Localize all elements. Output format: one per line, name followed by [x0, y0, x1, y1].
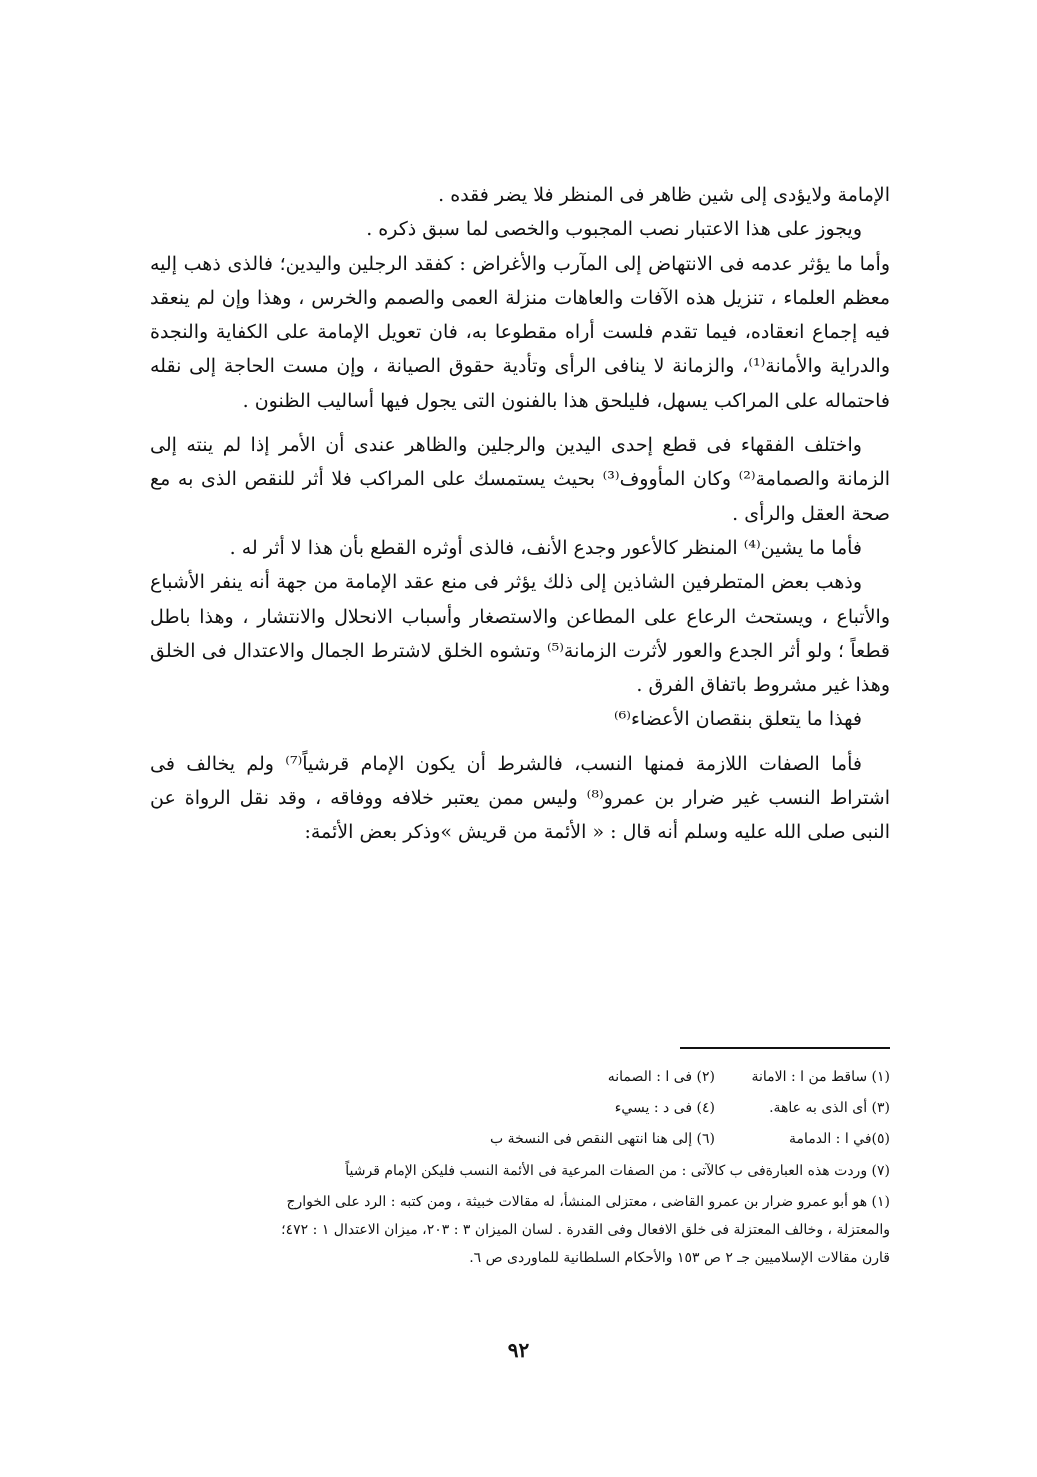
paragraph: فأما الصفات اللازمة فمنها النسب، فالشرط أن يكون الإمام قرشياً⁽⁷⁾ ولم يخالف فى اشتراط النسب غير ضرار بن عمرو⁽⁸⁾ وليس ممن يعتبر خلافه ووفاقه ، وقد نقل الرواة عن النبى صلى الله عليه وسلم أنه قال : « الأئمة من قريش »وذكر بعض الأئمة:	[150, 752, 890, 844]
footnote: (٢) فى ا : الصمانه	[607, 1069, 715, 1085]
paragraph: وأما ما يؤثر عدمه فى الانتهاض إلى المآرب والأغراض : كفقد الرجلين واليدين؛ فالذى ذهب إليه معظم العلماء ، تنزيل هذه الآفات والعاهات منزلة العمى والصمم والخرس ، وهذا وإن لم ينعقد فيه إجماع انعقاده، فيما تقدم فلست أراه مقطوعا به، فان تعويل الإمامة على الكفاية والنجدة والدراية والأمانة⁽¹⁾، والزمانة لا ينافى الرأى وتأدية حقوق الصيانة ، وإن مست الحاجة إلى نقله فاحتماله على المراكب يسهل، فليلحق هذا بالفنون التى يجول فيها أساليب الظنون .	[150, 252, 890, 412]
page-number: ٩٢	[507, 1338, 530, 1362]
paragraph: وذهب بعض المتطرفين الشاذين إلى ذلك يؤثر فى منع عقد الإمامة من جهة أنه ينفر الأشباع والأتباع ، ويستحث الرعاع على المطاعن والاستصغار وأسباب الانحلال والانتشار ، وهذا باطل قطعاً ؛ ولو أثر الجدع والعور لأثرت الزمانة⁽⁵⁾ وتشوه الخلق لاشترط الجمال والاعتدال فى الخلق وهذا غير مشروط باتفاق الفرق .	[150, 571, 891, 697]
paragraph: فهذا ما يتعلق بنقصان الأعضاء⁽⁶⁾	[613, 708, 862, 731]
footnote: (٣) أى الذى به عاهة.	[769, 1100, 890, 1116]
footnote-line: قارن مقالات الإسلاميين جـ ٢ ص ١٥٣ والأحكام السلطانية للماوردى ص ٦.	[469, 1250, 890, 1266]
paragraph: واختلف الفقهاء فى قطع إحدى اليدين والرجلين والظاهر عندى أن الأمر إذا لم ينته إلى الزمانة والصمامة⁽²⁾ وكان المأووف⁽³⁾ بحيث يستمسك على المراكب فلا أثر للنقص الذى به مع صحة العقل والرأى .	[150, 434, 891, 525]
footnote: (١) ساقط من ا : الامانة	[751, 1069, 890, 1085]
footnote-separator	[680, 1047, 890, 1049]
footnote-7: (٧) وردت هذه العبارةفى ب كالآتى : من الصفات المرعية فى الأئمة النسب فليكن الإمام قرشياً	[345, 1163, 890, 1179]
footnote: (٦) إلى هنا انتهى النقص فى النسخة ب	[489, 1131, 715, 1147]
footnote: (٥)في ا : الدمامة	[788, 1131, 890, 1147]
footnote: (٤) فى د : يسيء	[614, 1100, 715, 1116]
footnote-line: (١) هو أبو عمرو ضرار بن عمرو القاضى ، معتزلى المنشأ، له مقالات خبيثة ، ومن كتبه : الرد على الخوارج	[286, 1194, 890, 1210]
footnote-biography	[150, 1188, 890, 1272]
paragraph: ويجوز على هذا الاعتبار نصب المجبوب والخصى لما سبق ذكره .	[366, 218, 862, 241]
paragraph: الإمامة ولايؤدى إلى شين ظاهر فى المنظر فلا يضر فقده .	[438, 184, 890, 206]
footnotes-short	[395, 1062, 890, 1155]
main-text	[150, 178, 890, 850]
footnote-line: والمعتزلة ، وخالف المعتزلة فى خلق الافعال وفى القدرة . لسان الميزان ٣ : ٢٠٣، ميزان الاعتدال ١ : ٤٧٢؛	[281, 1222, 890, 1238]
paragraph: فأما ما يشين⁽⁴⁾ المنظر كالأعور وجدع الأنف، فالذى أوثره القطع بأن هذا لا أثر له .	[229, 536, 862, 559]
